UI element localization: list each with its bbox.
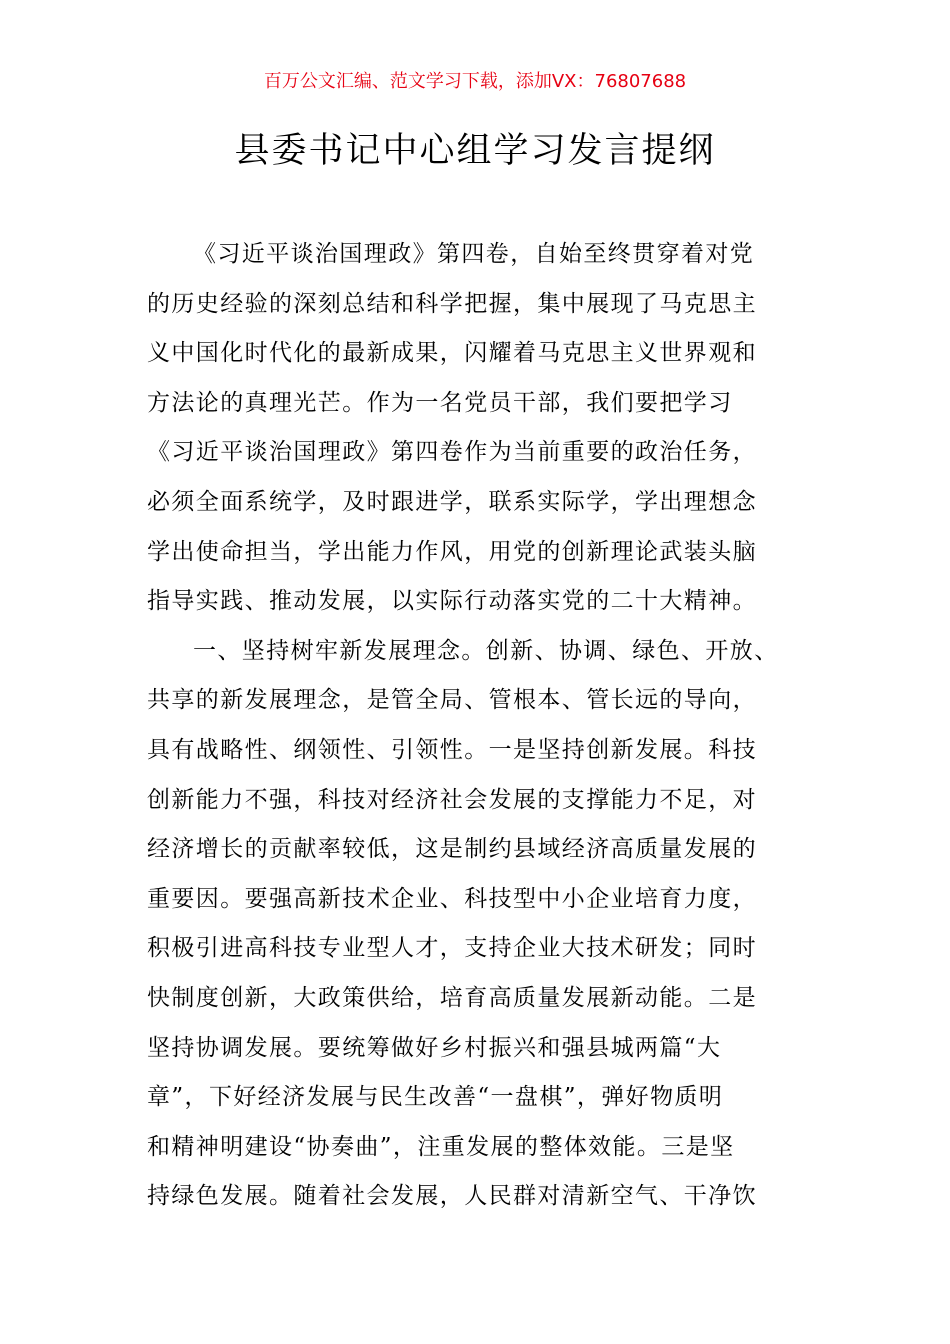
body-line: 坚持协调发展。要统筹做好乡村振兴和强县城两篇“大 [147, 1034, 722, 1061]
body-line: 重要因。要强高新技术企业、科技型中小企业培育力度， [147, 885, 757, 912]
body-line: 《习近平谈治国理政》第四卷，自始至终贯穿着对党 [193, 241, 755, 267]
header-contact-note: 百万公文汇编、范文学习下载，添加VX：76807688 [263, 71, 687, 92]
body-line: 和精神明建设“协奏曲”，注重发展的整体效能。三是坚 [147, 1133, 735, 1160]
body-line: 指导实践、推动发展，以实际行动落实党的二十大精神。 [147, 588, 757, 615]
body-line: 快制度创新，大政策供给，培育高质量发展新动能。二是 [147, 984, 757, 1011]
body-line: 方法论的真理光芒。作为一名党员干部，我们要把学习 [147, 389, 733, 416]
body-line: 经济增长的贡献率较低，这是制约县域经济高质量发展的 [147, 836, 757, 863]
body-line: 共享的新发展理念，是管全局、管根本、管长远的导向， [147, 687, 757, 714]
body-line: 章”，下好经济发展与民生改善“一盘棋”，弹好物质明 [147, 1084, 724, 1111]
body-line: 具有战略性、纲领性、引领性。一是坚持创新发展。科技 [147, 736, 757, 763]
body-line: 持绿色发展。随着社会发展，人民群对清新空气、干净饮 [147, 1183, 757, 1210]
body-line: 义中国化时代化的最新成果，闪耀着马克思主义世界观和 [147, 340, 757, 367]
body-line: 积极引进高科技专业型人才，支持企业大技术研发；同时 [147, 935, 757, 962]
body-line: 一、坚持树牢新发展理念。创新、协调、绿色、开放、 [193, 637, 779, 664]
document-body [147, 230, 807, 1222]
body-line: 的历史经验的深刻总结和科学把握，集中展现了马克思主 [147, 290, 757, 317]
body-line: 学出使命担当，学出能力作风，用党的创新理论武装头脑 [147, 538, 757, 565]
body-line: 创新能力不强，科技对经济社会发展的支撑能力不足，对 [147, 786, 757, 813]
body-line: 必须全面系统学，及时跟进学，联系实际学，学出理想念 [147, 488, 757, 515]
body-line: 《习近平谈治国理政》第四卷作为当前重要的政治任务， [147, 439, 757, 466]
document-title: 县委书记中心组学习发言提纲 [234, 131, 716, 171]
